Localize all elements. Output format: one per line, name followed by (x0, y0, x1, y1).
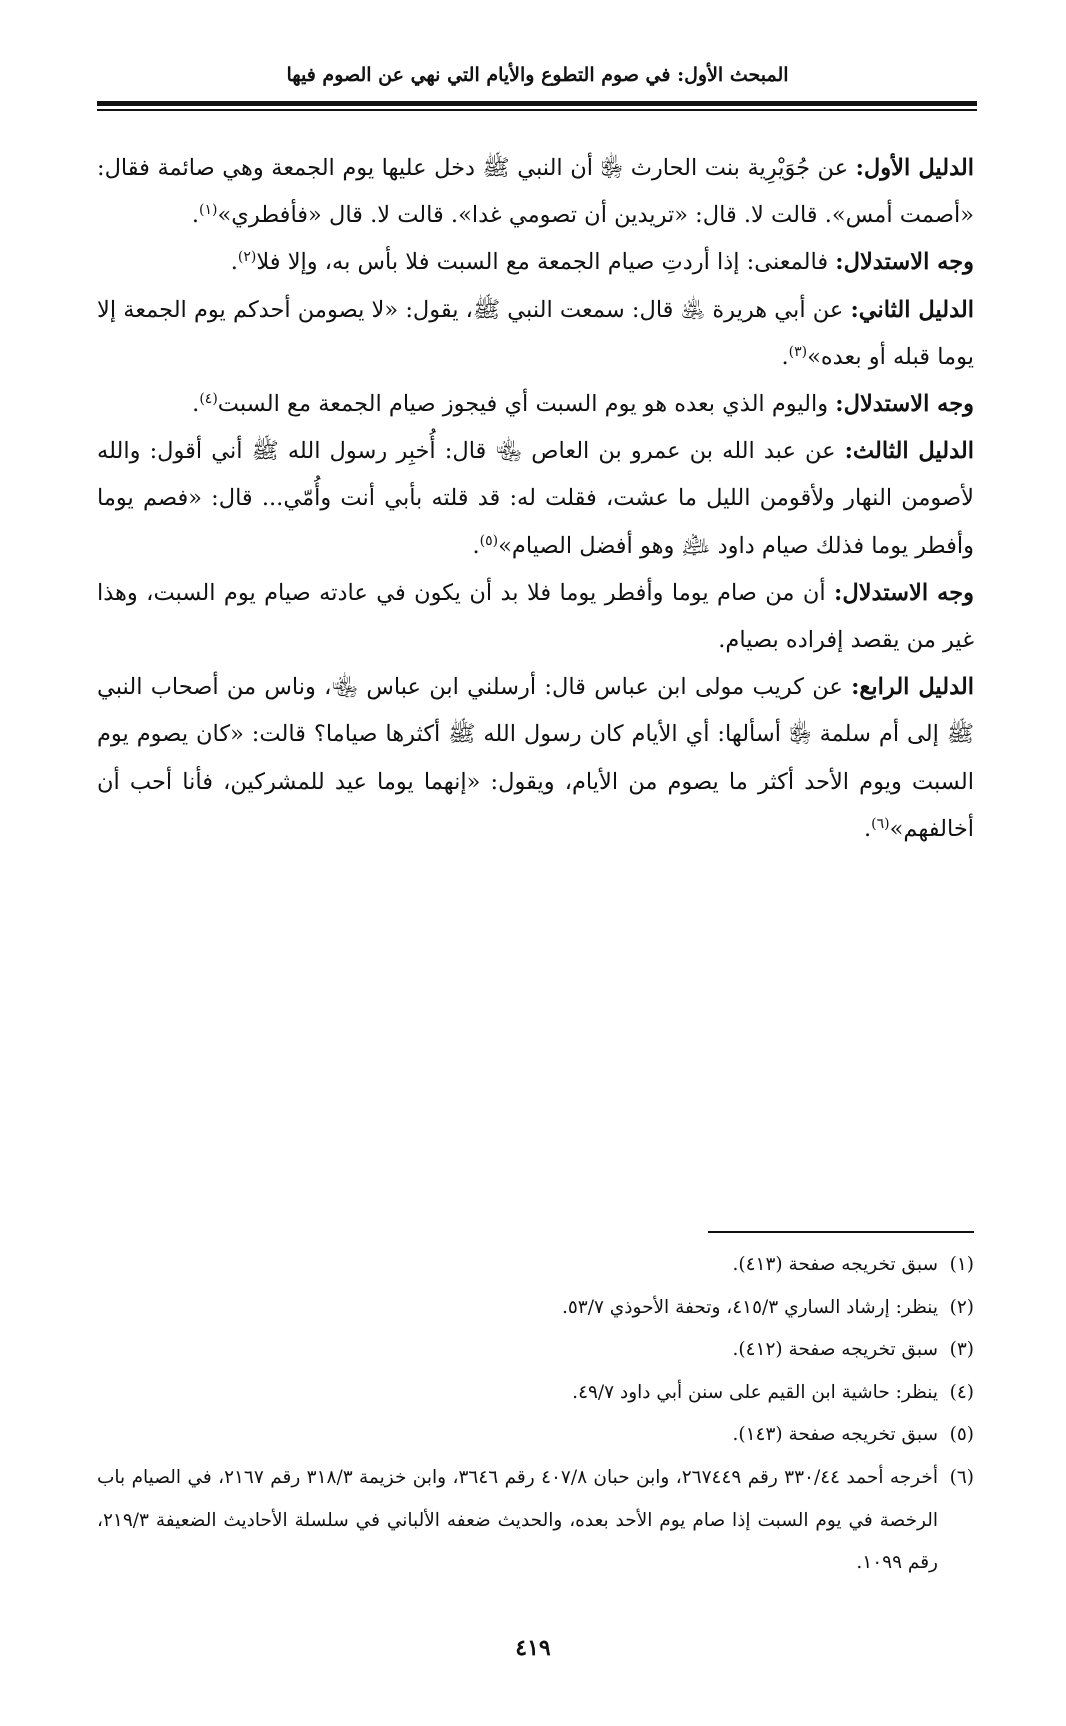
paragraph-end: . (864, 815, 872, 842)
footnote-text: ينظر: حاشية ابن القيم على سنن أبي داود ٤٩/٧. (572, 1381, 938, 1403)
paragraph-end: . (781, 343, 789, 370)
paragraph-end: . (472, 532, 480, 559)
footnote-item (97, 1244, 974, 1287)
paragraph-text: فالمعنى: إذا أردتِ صيام الجمعة مع السبت فلا بأس به، وإلا فلا (256, 249, 836, 276)
paragraph-text: واليوم الذي بعده هو يوم السبت أي فيجوز صيام الجمعة مع السبت (217, 391, 836, 418)
paragraph-heading: الدليل الثالث: (844, 438, 974, 465)
paragraph-text: أن من صام يوما وأفطر يوما فلا بد أن يكون في عادته صيام يوم السبت، وهذا غير من يقصد إفراده بصيام. (97, 579, 974, 654)
paragraph-text: عن أبي هريرة ﵁ قال: سمعت النبي ﷺ، يقول: «لا يصومن أحدكم يوم الجمعة إلا يوما قبله أو بعده» (97, 296, 974, 370)
footnotes (97, 1244, 974, 1585)
footnote-item (97, 1287, 974, 1330)
footnote-ref[interactable]: (٤) (199, 391, 218, 408)
footnote-text: سبق تخريجه صفحة (١٤٣). (732, 1424, 938, 1446)
paragraph-text: عن عبد الله بن عمرو بن العاص ﵄ قال: أُخبِر رسول الله ﷺ أني أقول: والله لأصومن النهار ولأقومن الليل ما عشت، فقلت له: قد قلته بأبي أنت وأُمّي... قال: «فصم يوما وأفطر يوما فذلك صيام داود ﵇ وهو أفضل الصيام» (97, 438, 974, 559)
footnote-ref[interactable]: (٥) (479, 532, 499, 549)
footnote-item (97, 1414, 974, 1457)
footnote-item (97, 1372, 974, 1415)
footnote-number: (٢) (949, 1296, 974, 1318)
footnote-ref[interactable]: (٦) (871, 815, 890, 832)
paragraph-heading: الدليل الثاني: (850, 296, 974, 323)
footnote-number: (١) (949, 1254, 974, 1275)
footnote-item (97, 1329, 974, 1372)
footnote-ref[interactable]: (٢) (237, 249, 257, 266)
header-rule (97, 101, 977, 106)
paragraph-text: عن جُوَيْرِية بنت الحارث ﵂ أن النبي ﷺ دخل عليها يوم الجمعة وهي صائمة فقال: «أصمت أمس». قالت لا. قال: «تريدين أن تصومي غدا». قالت لا. قال «فأفطري» (97, 155, 974, 229)
paragraph-text: عن كريب مولى ابن عباس قال: أرسلني ابن عباس ﵄، وناس من أصحاب النبي ﷺ إلى أم سلمة ﵂ أسألها: أي الأيام كان رسول الله ﷺ أكثرها صياما؟ قالت: «كان يصوم يوم السبت ويوم الأحد أكثر ما يصوم من الأيام، ويقول: «إنهما يوما عيد للمشركين، فأنا أحب أن أخالفهم» (97, 674, 974, 842)
paragraph-inference-1 (97, 239, 974, 286)
footnote-separator (708, 1231, 974, 1233)
paragraph-inference-2 (97, 381, 974, 428)
paragraph-evidence-4 (97, 664, 974, 853)
running-header: المبحث الأول: في صوم التطوع والأيام التي نهي عن الصوم فيها (286, 64, 789, 86)
footnote-text: سبق تخريجه صفحة (٤١٣). (732, 1254, 938, 1275)
footnote-number: (٣) (949, 1339, 974, 1361)
header-rule-thin (97, 109, 977, 111)
main-text (97, 145, 974, 853)
footnote-text: سبق تخريجه صفحة (٤١٢). (732, 1339, 938, 1361)
paragraph-evidence-2 (97, 287, 974, 381)
paragraph-heading: وجه الاستدلال: (835, 249, 974, 276)
footnote-number: (٥) (949, 1424, 974, 1446)
footnote-text: أخرجه أحمد ٣٣٠/٤٤ رقم ٢٦٧٤٤٩، وابن حبان ٤٠٧/٨ رقم ٣٦٤٦، وابن خزيمة ٣١٨/٣ رقم ٢١٦٧، في الصيام باب الرخصة في يوم السبت إذا صام يوم الأحد بعده، والحديث ضعفه الألباني في سلسلة الأحاديث الضعيفة ٢١٩/٣، رقم ١٠٩٩. (97, 1466, 938, 1574)
footnote-text: ينظر: إرشاد الساري ٤١٥/٣، وتحفة الأحوذي ٥٣/٧. (561, 1296, 938, 1318)
paragraph-heading: الدليل الرابع: (851, 674, 974, 701)
footnote-number: (٦) (949, 1466, 974, 1488)
paragraph-heading: وجه الاستدلال: (834, 579, 974, 606)
paragraph-end: . (192, 391, 200, 418)
footnote-ref[interactable]: (١) (198, 202, 218, 219)
footnote-item (97, 1457, 974, 1585)
paragraph-evidence-1 (97, 145, 974, 239)
paragraph-end: . (230, 249, 238, 276)
paragraph-evidence-3 (97, 428, 974, 570)
footnote-ref[interactable]: (٣) (788, 343, 808, 360)
paragraph-inference-3 (97, 570, 974, 664)
footnote-number: (٤) (949, 1381, 974, 1403)
paragraph-end: . (191, 202, 199, 229)
page-number: ٤١٩ (515, 1635, 551, 1661)
paragraph-heading: الدليل الأول: (855, 155, 974, 181)
paragraph-heading: وجه الاستدلال: (835, 391, 974, 418)
